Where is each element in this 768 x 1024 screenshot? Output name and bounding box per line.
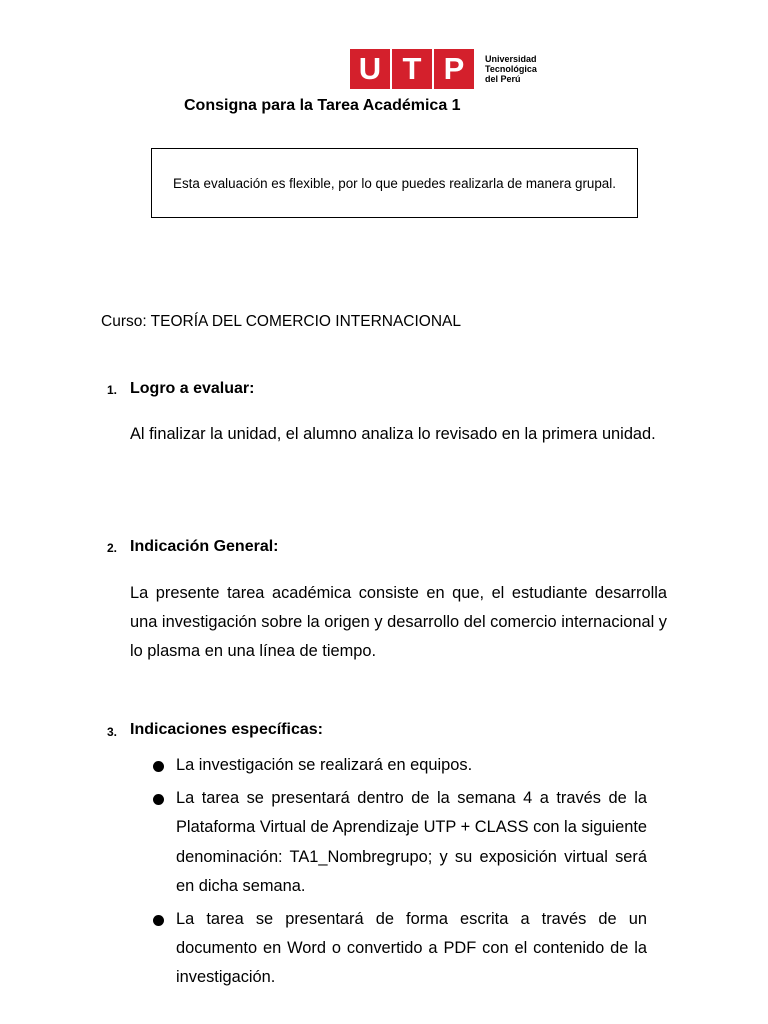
bullet-icon	[153, 761, 164, 772]
logo-line-3: del Perú	[485, 74, 521, 84]
list-item-text: La investigación se realizará en equipos.	[176, 756, 473, 774]
list-item-text: La tarea se presentará de forma escrita a través de un documento en Word o convertido a PDF con el contenido de la investigación.	[176, 910, 647, 987]
section-1-heading: Logro a evaluar:	[130, 380, 255, 397]
flexible-evaluation-notice	[151, 148, 638, 218]
section-1-text: Al finalizar la unidad, el alumno analiza lo revisado en la primera unidad.	[130, 425, 656, 443]
list-item-text: La tarea se presentará dentro de la semana 4 a través de la Plataforma Virtual de Aprendizaje UTP + CLASS con la siguiente denominación: TA1_Nombregrupo; y su exposición virtual será en dicha semana.	[176, 789, 647, 895]
notice-text: Esta evaluación es flexible, por lo que puedes realizarla de manera grupal.	[173, 175, 616, 191]
section-3-number: 3.	[107, 725, 118, 739]
section-1-number: 1.	[107, 383, 118, 397]
list-item	[150, 784, 647, 901]
list-item	[150, 751, 647, 780]
list-item	[150, 905, 647, 993]
document-title: Consigna para la Tarea Académica 1	[184, 97, 461, 114]
logo-letter-p: P	[434, 49, 474, 89]
specific-instructions-list	[150, 751, 647, 997]
logo-letter-u: U	[350, 49, 390, 89]
bullet-icon	[153, 915, 164, 926]
section-2-heading: Indicación General:	[130, 538, 279, 555]
logo-line-1: Universidad	[485, 54, 537, 64]
utp-logo	[350, 49, 537, 89]
logo-letter-t: T	[392, 49, 432, 89]
bullet-icon	[153, 794, 164, 805]
course-name: Curso: TEORÍA DEL COMERCIO INTERNACIONAL	[101, 313, 462, 330]
section-2-text: La presente tarea académica consiste en que, el estudiante desarrolla una investigación sobre la origen y desarrollo del comercio internacional y lo plasma en una línea de tiempo.	[130, 584, 667, 661]
section-2-number: 2.	[107, 541, 118, 555]
logo-line-2: Tecnológica	[485, 64, 537, 74]
logo-wordmark	[485, 54, 537, 84]
section-3-heading: Indicaciones específicas:	[130, 721, 323, 738]
